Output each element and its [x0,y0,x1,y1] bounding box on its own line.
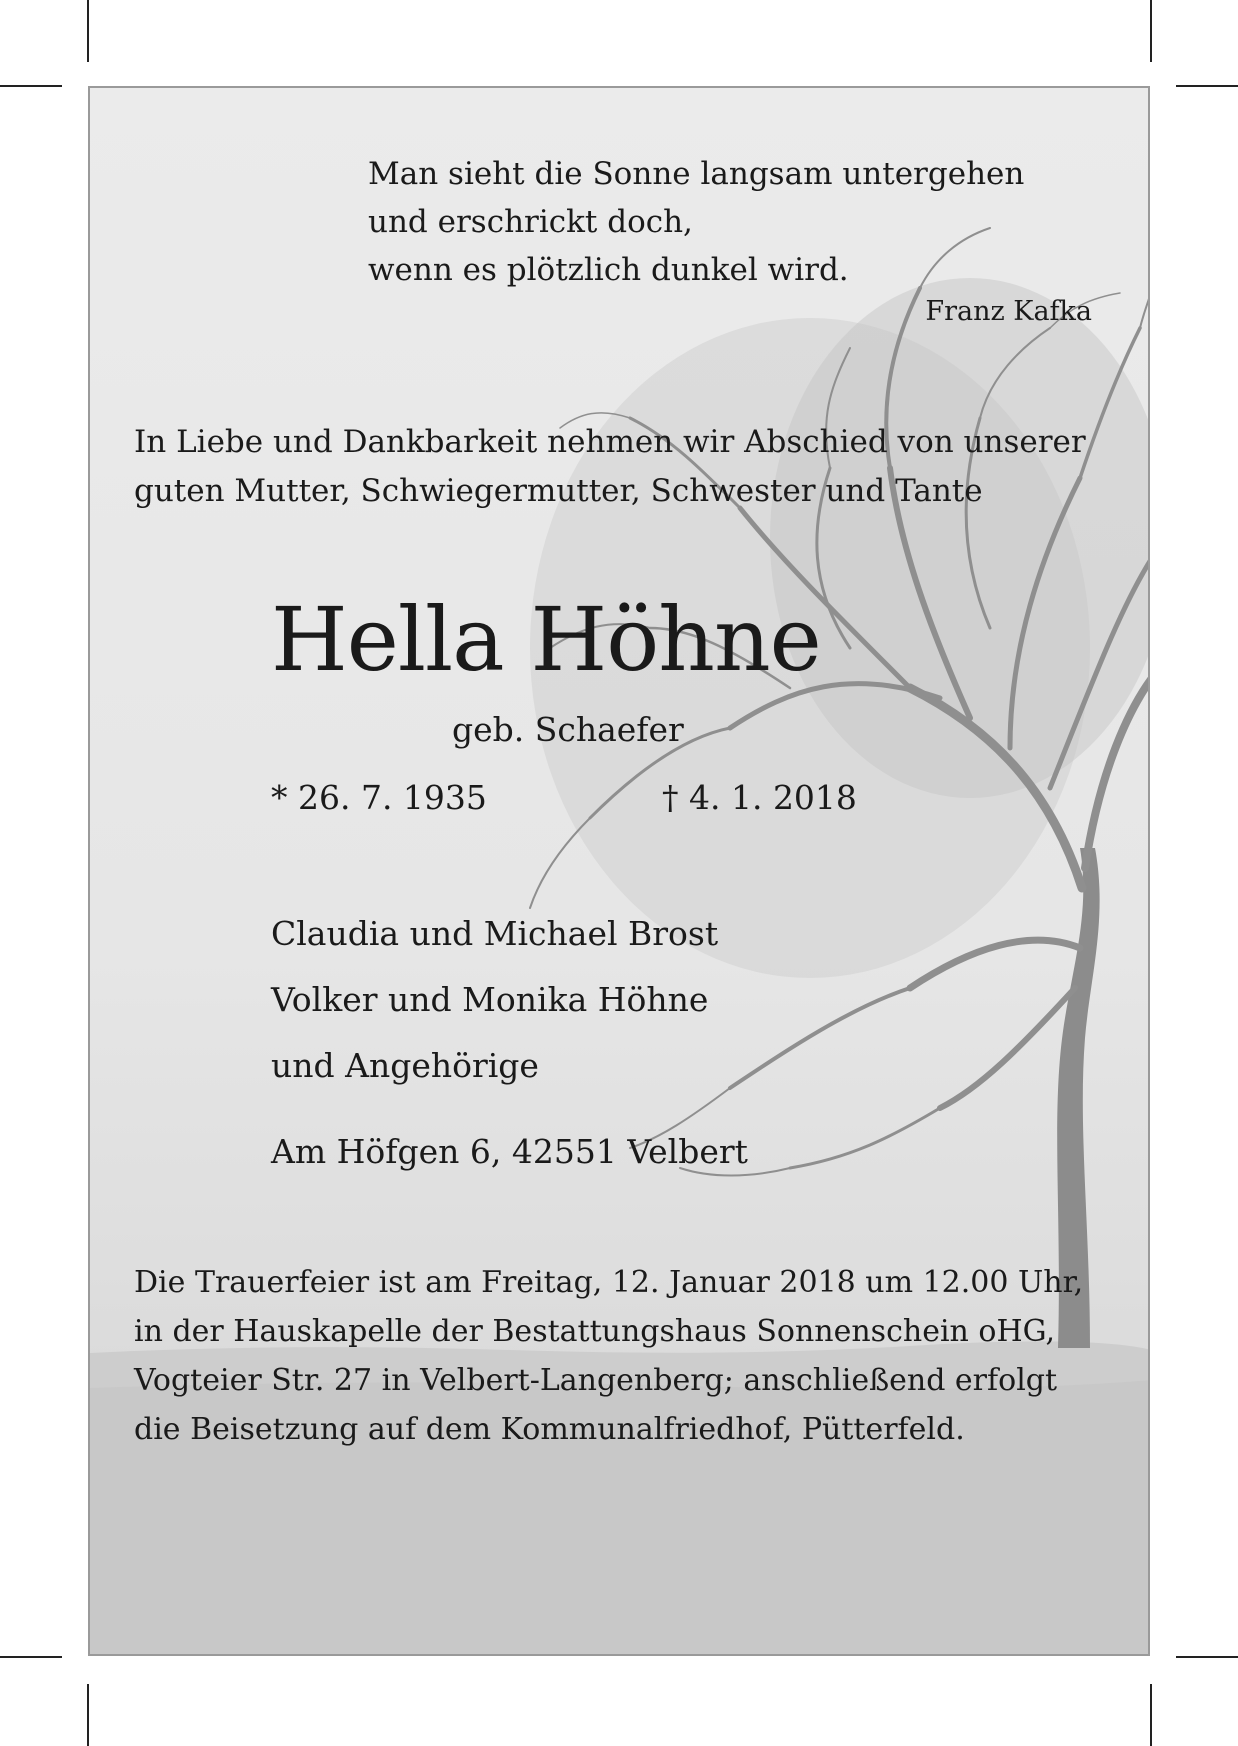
quote-line-2: und erschrickt doch, [368,204,693,240]
crop-mark-top-left [87,0,89,62]
crop-mark-bottom-right-h [1176,1656,1238,1658]
intro-line-1: In Liebe und Dankbarkeit nehmen wir Abschied von unserer [134,424,1086,460]
quote-line-1: Man sieht die Sonne langsam untergehen [368,156,1025,192]
death-date: † 4. 1. 2018 [662,778,857,817]
quote-author: Franz Kafka [925,296,1092,327]
mourner-line-3: und Angehörige [271,1046,539,1085]
service-line-2: in der Hauskapelle der Bestattungshaus Sonnenschein oHG, [134,1314,1056,1349]
service-line-1: Die Trauerfeier ist am Freitag, 12. Januar 2018 um 12.00 Uhr, [134,1265,1084,1300]
intro-line-2: guten Mutter, Schwiegermutter, Schwester und Tante [134,473,983,509]
mourner-line-1: Claudia und Michael Brost [271,914,719,953]
crop-mark-top-right [1150,0,1152,62]
crop-mark-top-right-h [1176,85,1238,87]
crop-mark-bottom-left [87,1684,89,1746]
crop-mark-bottom-left-h [0,1656,62,1658]
mourner-line-2: Volker und Monika Höhne [271,980,709,1019]
crop-mark-bottom-right [1150,1684,1152,1746]
maiden-name: geb. Schaefer [452,710,684,749]
crop-mark-top-left-h [0,85,62,87]
service-line-3: Vogteier Str. 27 in Velbert-Langenberg; anschließend erfolgt [134,1363,1058,1398]
address: Am Höfgen 6, 42551 Velbert [271,1132,748,1171]
quote-line-3: wenn es plötzlich dunkel wird. [368,252,849,288]
birth-date: * 26. 7. 1935 [271,778,487,817]
deceased-name: Hella Höhne [271,588,821,691]
obituary-card [88,86,1150,1656]
service-line-4: die Beisetzung auf dem Kommunalfriedhof, Pütterfeld. [134,1412,965,1447]
